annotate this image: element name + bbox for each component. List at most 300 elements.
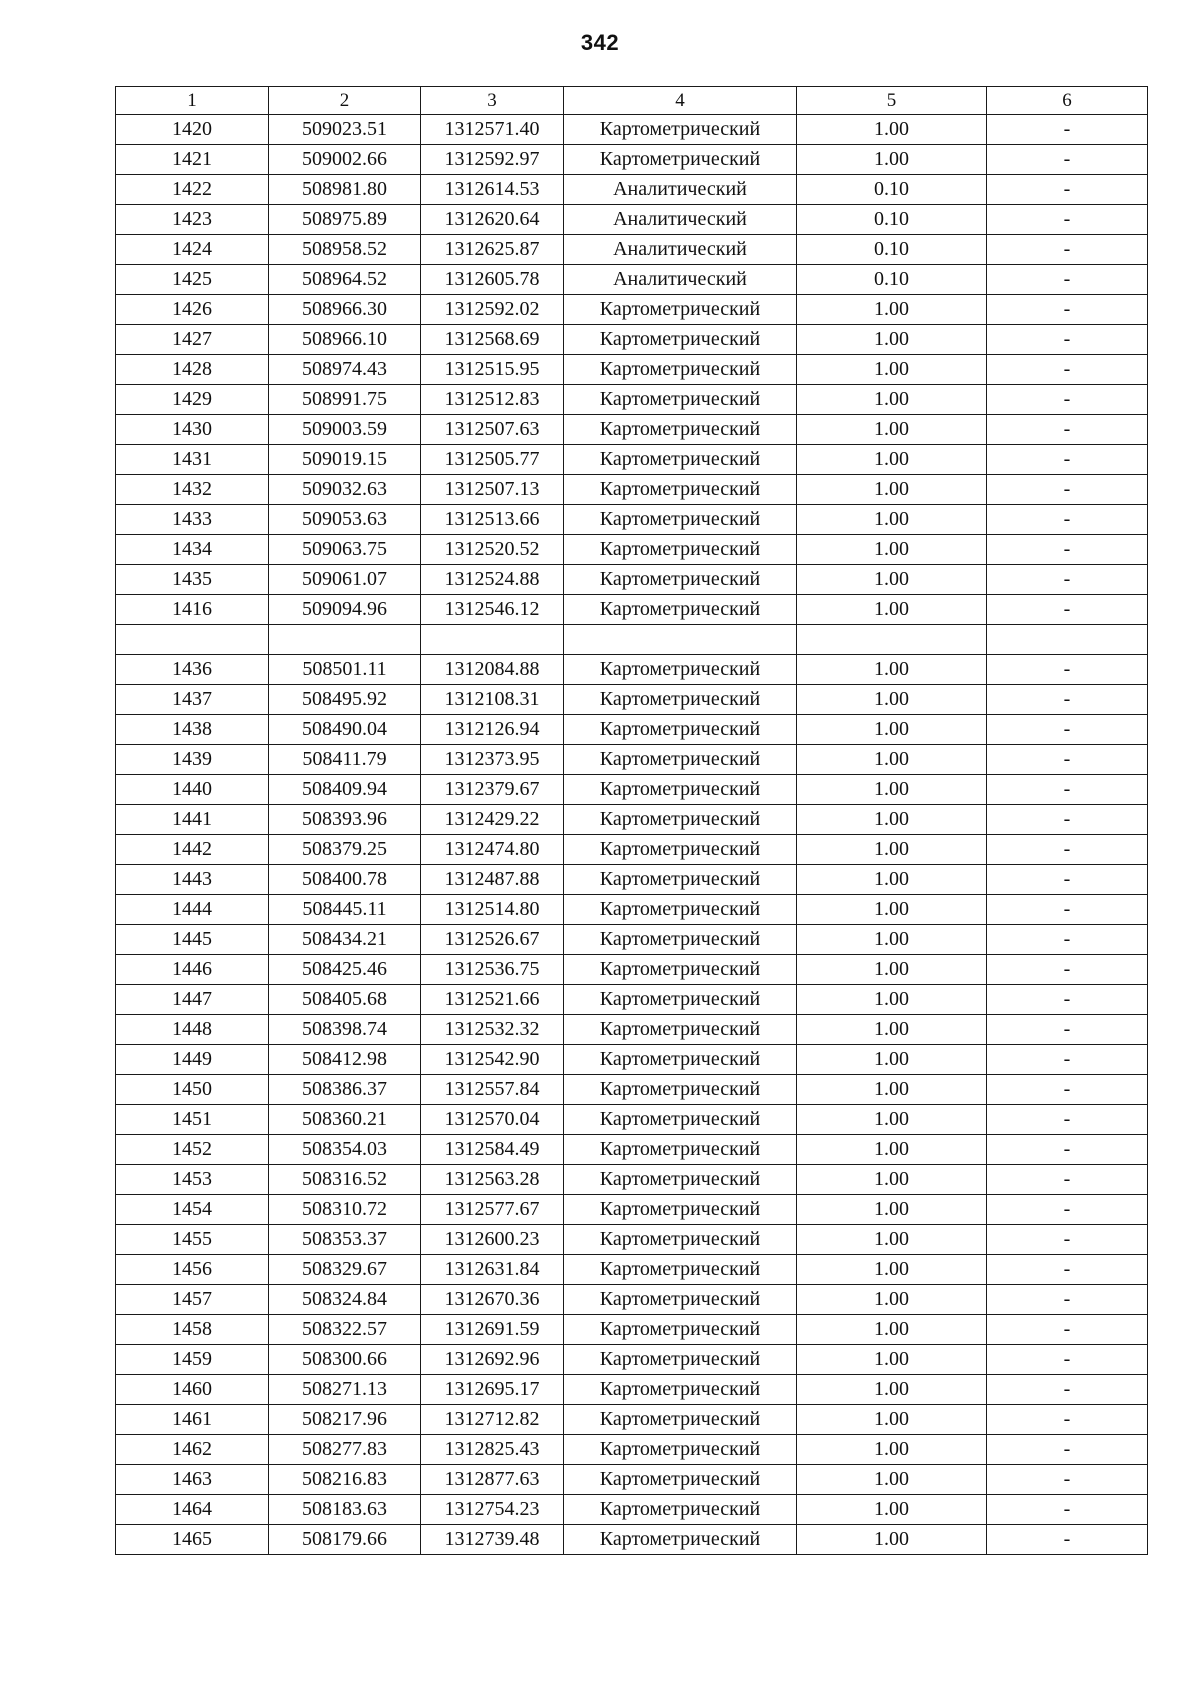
method-cell: Картометрический (564, 1525, 797, 1555)
note-cell: - (987, 1135, 1148, 1165)
y-coordinate-cell: 1312546.12 (421, 595, 564, 625)
accuracy-cell: 1.00 (797, 1165, 987, 1195)
note-cell: - (987, 895, 1148, 925)
accuracy-cell: 1.00 (797, 385, 987, 415)
x-coordinate-cell: 508966.30 (269, 295, 421, 325)
method-cell: Картометрический (564, 475, 797, 505)
x-coordinate-cell: 508964.52 (269, 265, 421, 295)
accuracy-cell: 1.00 (797, 565, 987, 595)
point-number-cell: 1463 (116, 1465, 269, 1495)
point-number-cell: 1448 (116, 1015, 269, 1045)
point-number-cell: 1428 (116, 355, 269, 385)
point-number-cell: 1439 (116, 745, 269, 775)
y-coordinate-cell: 1312429.22 (421, 805, 564, 835)
point-number-cell: 1447 (116, 985, 269, 1015)
note-cell: - (987, 115, 1148, 145)
method-cell: Аналитический (564, 205, 797, 235)
accuracy-cell: 1.00 (797, 355, 987, 385)
note-cell (987, 625, 1148, 655)
column-header: 3 (421, 87, 564, 115)
accuracy-cell: 1.00 (797, 1225, 987, 1255)
x-coordinate-cell: 509094.96 (269, 595, 421, 625)
method-cell: Картометрический (564, 955, 797, 985)
y-coordinate-cell: 1312631.84 (421, 1255, 564, 1285)
table-row (116, 655, 1148, 685)
method-cell: Картометрический (564, 295, 797, 325)
accuracy-cell: 1.00 (797, 145, 987, 175)
accuracy-cell: 0.10 (797, 265, 987, 295)
table-row (116, 1075, 1148, 1105)
point-number-cell: 1458 (116, 1315, 269, 1345)
method-cell: Картометрический (564, 925, 797, 955)
table-row (116, 205, 1148, 235)
accuracy-cell: 1.00 (797, 1315, 987, 1345)
point-number-cell (116, 625, 269, 655)
x-coordinate-cell: 508393.96 (269, 805, 421, 835)
note-cell: - (987, 1165, 1148, 1195)
point-number-cell: 1430 (116, 415, 269, 445)
table-row (116, 1345, 1148, 1375)
table-row (116, 1495, 1148, 1525)
note-cell: - (987, 1435, 1148, 1465)
y-coordinate-cell: 1312505.77 (421, 445, 564, 475)
table-row (116, 1255, 1148, 1285)
table-row (116, 1225, 1148, 1255)
accuracy-cell: 1.00 (797, 505, 987, 535)
method-cell: Картометрический (564, 1435, 797, 1465)
method-cell: Картометрический (564, 1075, 797, 1105)
x-coordinate-cell: 509003.59 (269, 415, 421, 445)
note-cell: - (987, 1255, 1148, 1285)
x-coordinate-cell: 508386.37 (269, 1075, 421, 1105)
method-cell: Картометрический (564, 685, 797, 715)
accuracy-cell: 1.00 (797, 835, 987, 865)
table-row (116, 745, 1148, 775)
note-cell: - (987, 1495, 1148, 1525)
coordinates-table (115, 86, 1148, 1555)
table-row (116, 145, 1148, 175)
point-number-cell: 1429 (116, 385, 269, 415)
table-row (116, 535, 1148, 565)
method-cell: Картометрический (564, 1195, 797, 1225)
x-coordinate-cell: 508991.75 (269, 385, 421, 415)
point-number-cell: 1421 (116, 145, 269, 175)
method-cell: Картометрический (564, 1405, 797, 1435)
y-coordinate-cell: 1312084.88 (421, 655, 564, 685)
point-number-cell: 1432 (116, 475, 269, 505)
y-coordinate-cell: 1312379.67 (421, 775, 564, 805)
method-cell: Картометрический (564, 145, 797, 175)
table-row (116, 775, 1148, 805)
point-number-cell: 1446 (116, 955, 269, 985)
point-number-cell: 1435 (116, 565, 269, 595)
note-cell: - (987, 235, 1148, 265)
point-number-cell: 1438 (116, 715, 269, 745)
accuracy-cell: 1.00 (797, 1495, 987, 1525)
note-cell: - (987, 1345, 1148, 1375)
x-coordinate-cell: 508329.67 (269, 1255, 421, 1285)
note-cell: - (987, 205, 1148, 235)
accuracy-cell: 1.00 (797, 1045, 987, 1075)
y-coordinate-cell: 1312515.95 (421, 355, 564, 385)
method-cell: Картометрический (564, 1045, 797, 1075)
x-coordinate-cell: 509023.51 (269, 115, 421, 145)
table-row (116, 955, 1148, 985)
x-coordinate-cell: 508490.04 (269, 715, 421, 745)
y-coordinate-cell: 1312542.90 (421, 1045, 564, 1075)
y-coordinate-cell: 1312520.52 (421, 535, 564, 565)
method-cell: Аналитический (564, 265, 797, 295)
x-coordinate-cell: 508217.96 (269, 1405, 421, 1435)
blank-separator-row (116, 625, 1148, 655)
point-number-cell: 1449 (116, 1045, 269, 1075)
y-coordinate-cell: 1312691.59 (421, 1315, 564, 1345)
method-cell: Картометрический (564, 445, 797, 475)
table-row (116, 1045, 1148, 1075)
table-row (116, 505, 1148, 535)
column-header: 4 (564, 87, 797, 115)
accuracy-cell: 1.00 (797, 595, 987, 625)
accuracy-cell: 1.00 (797, 775, 987, 805)
method-cell: Картометрический (564, 1345, 797, 1375)
table-row (116, 925, 1148, 955)
x-coordinate-cell: 508183.63 (269, 1495, 421, 1525)
x-coordinate-cell: 508316.52 (269, 1165, 421, 1195)
method-cell: Картометрический (564, 1225, 797, 1255)
note-cell: - (987, 1525, 1148, 1555)
note-cell: - (987, 565, 1148, 595)
x-coordinate-cell: 508405.68 (269, 985, 421, 1015)
x-coordinate-cell: 509061.07 (269, 565, 421, 595)
table-row (116, 985, 1148, 1015)
column-header: 1 (116, 87, 269, 115)
method-cell: Картометрический (564, 595, 797, 625)
y-coordinate-cell: 1312577.67 (421, 1195, 564, 1225)
y-coordinate-cell: 1312625.87 (421, 235, 564, 265)
y-coordinate-cell: 1312507.63 (421, 415, 564, 445)
y-coordinate-cell: 1312592.02 (421, 295, 564, 325)
y-coordinate-cell: 1312526.67 (421, 925, 564, 955)
accuracy-cell: 0.10 (797, 175, 987, 205)
note-cell: - (987, 1285, 1148, 1315)
table-row (116, 115, 1148, 145)
accuracy-cell: 1.00 (797, 1465, 987, 1495)
method-cell: Картометрический (564, 505, 797, 535)
x-coordinate-cell: 508411.79 (269, 745, 421, 775)
point-number-cell: 1454 (116, 1195, 269, 1225)
point-number-cell: 1422 (116, 175, 269, 205)
point-number-cell: 1437 (116, 685, 269, 715)
y-coordinate-cell: 1312563.28 (421, 1165, 564, 1195)
table-row (116, 175, 1148, 205)
y-coordinate-cell: 1312108.31 (421, 685, 564, 715)
accuracy-cell: 1.00 (797, 1345, 987, 1375)
y-coordinate-cell: 1312877.63 (421, 1465, 564, 1495)
y-coordinate-cell: 1312584.49 (421, 1135, 564, 1165)
x-coordinate-cell: 508322.57 (269, 1315, 421, 1345)
y-coordinate-cell: 1312605.78 (421, 265, 564, 295)
table-row (116, 1465, 1148, 1495)
method-cell: Картометрический (564, 655, 797, 685)
x-coordinate-cell: 508495.92 (269, 685, 421, 715)
method-cell: Картометрический (564, 835, 797, 865)
y-coordinate-cell: 1312536.75 (421, 955, 564, 985)
table-row (116, 265, 1148, 295)
accuracy-cell: 1.00 (797, 1405, 987, 1435)
accuracy-cell: 0.10 (797, 205, 987, 235)
x-coordinate-cell (269, 625, 421, 655)
note-cell: - (987, 1075, 1148, 1105)
note-cell: - (987, 865, 1148, 895)
note-cell: - (987, 505, 1148, 535)
y-coordinate-cell: 1312712.82 (421, 1405, 564, 1435)
point-number-cell: 1444 (116, 895, 269, 925)
note-cell: - (987, 655, 1148, 685)
accuracy-cell: 1.00 (797, 325, 987, 355)
accuracy-cell: 1.00 (797, 1015, 987, 1045)
x-coordinate-cell: 508300.66 (269, 1345, 421, 1375)
y-coordinate-cell: 1312568.69 (421, 325, 564, 355)
method-cell: Картометрический (564, 1135, 797, 1165)
accuracy-cell (797, 625, 987, 655)
note-cell: - (987, 1315, 1148, 1345)
y-coordinate-cell: 1312739.48 (421, 1525, 564, 1555)
accuracy-cell: 1.00 (797, 1375, 987, 1405)
y-coordinate-cell: 1312695.17 (421, 1375, 564, 1405)
y-coordinate-cell: 1312373.95 (421, 745, 564, 775)
x-coordinate-cell: 509002.66 (269, 145, 421, 175)
point-number-cell: 1436 (116, 655, 269, 685)
point-number-cell: 1434 (116, 535, 269, 565)
note-cell: - (987, 835, 1148, 865)
method-cell: Картометрический (564, 745, 797, 775)
x-coordinate-cell: 508324.84 (269, 1285, 421, 1315)
x-coordinate-cell: 508216.83 (269, 1465, 421, 1495)
note-cell: - (987, 1375, 1148, 1405)
accuracy-cell: 1.00 (797, 1135, 987, 1165)
table-body (116, 115, 1148, 1555)
page-number: 342 (580, 30, 620, 55)
table-row (116, 805, 1148, 835)
column-header: 5 (797, 87, 987, 115)
y-coordinate-cell: 1312524.88 (421, 565, 564, 595)
table-row (116, 475, 1148, 505)
point-number-cell: 1464 (116, 1495, 269, 1525)
y-coordinate-cell: 1312487.88 (421, 865, 564, 895)
y-coordinate-cell: 1312754.23 (421, 1495, 564, 1525)
table-row (116, 1015, 1148, 1045)
note-cell: - (987, 265, 1148, 295)
method-cell: Картометрический (564, 355, 797, 385)
x-coordinate-cell: 508354.03 (269, 1135, 421, 1165)
note-cell: - (987, 985, 1148, 1015)
column-header: 6 (987, 87, 1148, 115)
point-number-cell: 1443 (116, 865, 269, 895)
table-row (116, 235, 1148, 265)
x-coordinate-cell: 508409.94 (269, 775, 421, 805)
y-coordinate-cell: 1312571.40 (421, 115, 564, 145)
note-cell: - (987, 745, 1148, 775)
y-coordinate-cell: 1312600.23 (421, 1225, 564, 1255)
point-number-cell: 1426 (116, 295, 269, 325)
point-number-cell: 1424 (116, 235, 269, 265)
table-row (116, 295, 1148, 325)
note-cell: - (987, 925, 1148, 955)
note-cell: - (987, 595, 1148, 625)
note-cell: - (987, 445, 1148, 475)
y-coordinate-cell: 1312592.97 (421, 145, 564, 175)
point-number-cell: 1455 (116, 1225, 269, 1255)
x-coordinate-cell: 508966.10 (269, 325, 421, 355)
accuracy-cell: 1.00 (797, 1525, 987, 1555)
accuracy-cell: 1.00 (797, 955, 987, 985)
table-row (116, 415, 1148, 445)
point-number-cell: 1431 (116, 445, 269, 475)
accuracy-cell: 1.00 (797, 715, 987, 745)
table-row (116, 715, 1148, 745)
accuracy-cell: 1.00 (797, 415, 987, 445)
table-row (116, 1135, 1148, 1165)
note-cell: - (987, 715, 1148, 745)
method-cell: Картометрический (564, 1465, 797, 1495)
accuracy-cell: 1.00 (797, 685, 987, 715)
method-cell: Картометрический (564, 115, 797, 145)
accuracy-cell: 1.00 (797, 535, 987, 565)
method-cell: Картометрический (564, 775, 797, 805)
note-cell: - (987, 805, 1148, 835)
y-coordinate-cell: 1312570.04 (421, 1105, 564, 1135)
method-cell: Картометрический (564, 1495, 797, 1525)
accuracy-cell: 1.00 (797, 985, 987, 1015)
x-coordinate-cell: 508974.43 (269, 355, 421, 385)
table-row (116, 385, 1148, 415)
point-number-cell: 1452 (116, 1135, 269, 1165)
accuracy-cell: 1.00 (797, 895, 987, 925)
y-coordinate-cell: 1312514.80 (421, 895, 564, 925)
point-number-cell: 1441 (116, 805, 269, 835)
note-cell: - (987, 955, 1148, 985)
method-cell: Картометрический (564, 865, 797, 895)
x-coordinate-cell: 508179.66 (269, 1525, 421, 1555)
accuracy-cell: 1.00 (797, 745, 987, 775)
table-row (116, 895, 1148, 925)
accuracy-cell: 1.00 (797, 1435, 987, 1465)
accuracy-cell: 1.00 (797, 445, 987, 475)
note-cell: - (987, 325, 1148, 355)
method-cell: Картометрический (564, 535, 797, 565)
point-number-cell: 1451 (116, 1105, 269, 1135)
accuracy-cell: 1.00 (797, 865, 987, 895)
x-coordinate-cell: 508425.46 (269, 955, 421, 985)
method-cell: Картометрический (564, 415, 797, 445)
x-coordinate-cell: 508981.80 (269, 175, 421, 205)
point-number-cell: 1420 (116, 115, 269, 145)
method-cell: Картометрический (564, 1315, 797, 1345)
y-coordinate-cell: 1312474.80 (421, 835, 564, 865)
method-cell: Картометрический (564, 1375, 797, 1405)
note-cell: - (987, 145, 1148, 175)
table-row (116, 1315, 1148, 1345)
method-cell: Картометрический (564, 1015, 797, 1045)
point-number-cell: 1450 (116, 1075, 269, 1105)
x-coordinate-cell: 508360.21 (269, 1105, 421, 1135)
note-cell: - (987, 1105, 1148, 1135)
y-coordinate-cell: 1312512.83 (421, 385, 564, 415)
table-row (116, 685, 1148, 715)
accuracy-cell: 1.00 (797, 295, 987, 325)
y-coordinate-cell: 1312513.66 (421, 505, 564, 535)
point-number-cell: 1456 (116, 1255, 269, 1285)
x-coordinate-cell: 508271.13 (269, 1375, 421, 1405)
table-row (116, 1105, 1148, 1135)
x-coordinate-cell: 509032.63 (269, 475, 421, 505)
point-number-cell: 1465 (116, 1525, 269, 1555)
table-row (116, 595, 1148, 625)
y-coordinate-cell: 1312825.43 (421, 1435, 564, 1465)
note-cell: - (987, 535, 1148, 565)
note-cell: - (987, 175, 1148, 205)
x-coordinate-cell: 508412.98 (269, 1045, 421, 1075)
y-coordinate-cell: 1312126.94 (421, 715, 564, 745)
accuracy-cell: 1.00 (797, 1285, 987, 1315)
table-row (116, 1195, 1148, 1225)
point-number-cell: 1461 (116, 1405, 269, 1435)
table-row (116, 1435, 1148, 1465)
note-cell: - (987, 1465, 1148, 1495)
x-coordinate-cell: 508379.25 (269, 835, 421, 865)
method-cell: Картометрический (564, 565, 797, 595)
table-row (116, 565, 1148, 595)
method-cell (564, 625, 797, 655)
table-header-row (116, 87, 1148, 115)
y-coordinate-cell: 1312507.13 (421, 475, 564, 505)
method-cell: Аналитический (564, 235, 797, 265)
y-coordinate-cell: 1312692.96 (421, 1345, 564, 1375)
note-cell: - (987, 1045, 1148, 1075)
method-cell: Картометрический (564, 1255, 797, 1285)
method-cell: Картометрический (564, 715, 797, 745)
note-cell: - (987, 355, 1148, 385)
point-number-cell: 1416 (116, 595, 269, 625)
table-row (116, 1165, 1148, 1195)
note-cell: - (987, 1405, 1148, 1435)
table-row (116, 1285, 1148, 1315)
x-coordinate-cell: 508434.21 (269, 925, 421, 955)
column-header: 2 (269, 87, 421, 115)
table-row (116, 445, 1148, 475)
note-cell: - (987, 775, 1148, 805)
point-number-cell: 1459 (116, 1345, 269, 1375)
note-cell: - (987, 475, 1148, 505)
method-cell: Картометрический (564, 805, 797, 835)
y-coordinate-cell: 1312557.84 (421, 1075, 564, 1105)
y-coordinate-cell: 1312620.64 (421, 205, 564, 235)
x-coordinate-cell: 508958.52 (269, 235, 421, 265)
accuracy-cell: 1.00 (797, 1075, 987, 1105)
method-cell: Картометрический (564, 985, 797, 1015)
note-cell: - (987, 295, 1148, 325)
method-cell: Картометрический (564, 895, 797, 925)
method-cell: Картометрический (564, 1165, 797, 1195)
accuracy-cell: 1.00 (797, 115, 987, 145)
point-number-cell: 1445 (116, 925, 269, 955)
accuracy-cell: 1.00 (797, 1105, 987, 1135)
table-row (116, 1405, 1148, 1435)
x-coordinate-cell: 508353.37 (269, 1225, 421, 1255)
y-coordinate-cell: 1312532.32 (421, 1015, 564, 1045)
table-row (116, 355, 1148, 385)
note-cell: - (987, 1195, 1148, 1225)
